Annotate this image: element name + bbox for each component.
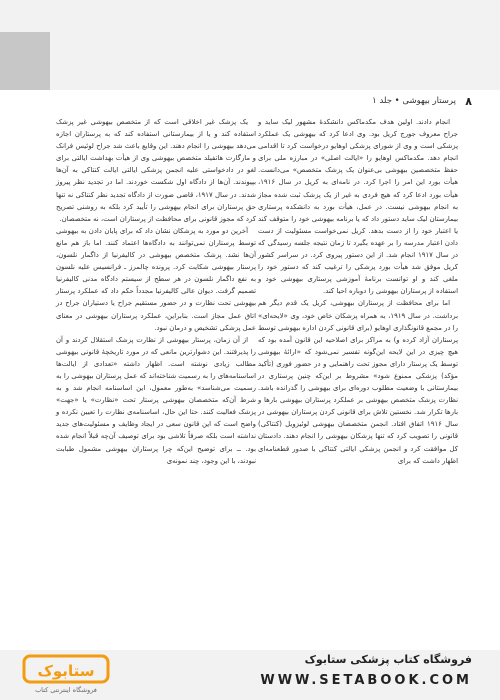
paragraph: از آن زمان، پرستار بیهوشی از نظارت پزشک استقلال کردند و آن را پذیرفتند. این دشوارترین مانعی که در مورد تاریخچهٔ قانونی بیهوشی مطالب زیادی نوشته است. اظهار داشته «تعدادی از ایالت‌ها اساسنامه‌های را به رسمیت شناخته‌اند که عمل پرستاران بیهوشی را به رسمیت می‌شناسد» به‌طور معمول، این اساسنامه انجام شد و به شرط آن‌که متخصصان بیهوشی پرستار تحت «نظارت» یا «جهت» پزشک فعالیت کنند. حتا این حال، اساسنامه‌ی نظارت را تعیین نکرده و واضح است که این قانون سعی در ایجاد وظایف و مسئولیت‌های جدید نداشته است بلکه صرفاً تلاشی بود برای توصیف آن‌چه قبلاً انجام شده بود. ــ برای توضیح این‌که چرا پرستاران بیهوشی مشمول طبابت نبودند، با این وجود، چند نمونه‌ی bbox=[56, 335, 256, 465]
paragraph: اما برای محافظت از پرستاران بیهوشی، کریل یک قدم دیگر هم برداشت. در سال ۱۹۱۹، به همراه پزشکان خاص خود، وی «لایحه‌ای» را در مجمع قانونگذاری اوهایو (برای قانونی کردن اداره بیهوشی توسط پرستاران آزاد کرده و) به مراکز برای اصلاحیه این قانون آمده بود که هیچ چیزی در این لایحه این‌گونه تفسیر نمی‌شود که «ارائهٔ بیهوشی توسط یک پرستار دارای مجوز تحت راهنمایی و در حضور فوری (تأکید مؤکد) پزشکی ممنوع شود» مشروط بر این‌که چنین پرستاری در بیمارستانی با وضعیت مطلوب دوره‌ای برای بیهوشی را گذرانده باشد. نظارت پزشک متخصص بیهوشی بر عملکرد پرستاران بیهوشی بارها و بارها تکرار شد. نخستین تلاش برای قانونی کردن پرستاران بیهوشی در سال ۱۹۱۶ اتفاق افتاد. انجمن متخصصان بیهوشی لوئیزویل (کنتاکی) قانونی را تصویب کرد که تنها پزشکان بیهوشی را انجام دهند. دادستان کل موافقت کرد و انجمن پزشکی ایالتی کنتاکی با صدور قطعنامه‌ای اظهار داشت که برای bbox=[258, 299, 459, 465]
paragraph: آخرین دو مورد به پزشکان نشان داد که برای پایان دادن به بیهوشی توسط پرستاران نمی‌توانند به دادگاه‌ها اعتماد کنند. اما باز هم مانع آن‌ها نشد. پزشک متخصص بیهوشی در کالیفرنیا از داگمار نلسون، پرستار بیهوشی شکایت کرد. پرونده چالمرز ـ فرانسیس علیه نلسون به نفع داگمار نلسون در هر سطح از سیستم دادگاه مدنی کالیفرنیا تصمیم گرفت. دیوان عالی کالیفرنیا مجدداً حکم داد که عملکرد پرستار بیهوشی تحت نظارت و در حضور مستقیم جراح یا دستیاران جراح در اتاق عمل مجاز است. بنابراین، عملکرد پرستاران بیهوشی در معنای عمل پزشکی تشخیص و درمان نبود. bbox=[56, 226, 256, 332]
text-column-right bbox=[258, 116, 458, 636]
logo-subtext: فروشگاه اینترنتی کتاب bbox=[35, 686, 97, 694]
chapter-tab bbox=[0, 32, 50, 90]
store-logo bbox=[22, 652, 110, 696]
text-column-left bbox=[56, 116, 256, 636]
logo-text: ستابوک bbox=[37, 662, 95, 680]
setabook-logo-icon bbox=[22, 652, 110, 696]
store-url[interactable]: WWW.SETABOOK.COM bbox=[260, 673, 472, 688]
paragraph: یک پزشک غیر اخلاقی است که از متخصص بیهوشی غیر پزشک استفاده کند و یا از بیمارستانی استفاده کند که به پرستاران اجازه می‌دهد بیهوشی را انجام دهند. این وقایع باعث شد جراح لوئیس فرانک و مارگارت هاتفیلد متخصص بیهوشی وی از هیأت بهداشت ایالتی برای لغو در دادخواستی علیه انجمن پزشکی ایالتی ایالت کنتاکی به آن‌ها بپیوندند. آن‌ها از دادگاه اول شکست خوردند. اما در تجدید نظر پیروز شدند. در سال ۱۹۱۷، قاضی صورت از دادگاه تجدید نظر کنتاکی نه تنها حق پرستاران برای انجام بیهوشی را تأیید کرد بلکه به روشنی تصریح کرد که مجوز قانونی برای محافظت از پرستاران است، نه متخصصان. bbox=[56, 118, 256, 223]
top-margin-band bbox=[0, 0, 500, 90]
store-name: فروشگاه کتاب پزشکی ستابوک bbox=[304, 653, 472, 666]
page-number: ۸ bbox=[465, 95, 472, 108]
paragraph: انجام دادند. اولین هدف مکدماکس دانشکدهٔ مشهور لیک ساید و جراح معروف جورج کریل بود. وی ادعا کرد که بیهوشی یک عملکرد پزشکی است و وی از شورای پزشکی اوهایو درخواست کرد تا اقدامی انجام دهد. مکدماکس اوهایو را «ایالت اصلی» در مبارزه ملی برای حفظ متخصصین بیهوشی بی‌عنوان یک پزشک متخصص» می‌دانست. هیأت بورد این امر را اجرا کرد. در نامه‌ای به کریل در سال ۱۹۱۶، هیأت بورد ادعا کرد که هیچ فردی به غیر از یک پزشک ثبت شده مجاز به انجام بیهوشی نیست. در عمل، هیأت بورد به دانشکده پرستاری بیمارستان لیک ساید دستور داد که یا برنامه بیهوشی خود را متوقف کند یا اعتبار خود را از دست بدهد. کریل نمی‌خواست مسئولیت از دست دادن اعتبار مدرسه را بر عهده بگیرد تا زمان نتیجه جلسه رسیدگی که در سال ۱۹۱۷ انجام شد. از این دستور پیروی کرد. در سراسر کشور کریل موفق شد هیأت بورد پزشکی را ترغیب کند که دستور خود را ملغی کند و او توانست برنامهٔ آموزشی پرستاری بیهوشی خود و استفاده از پرستاران بیهوشی را دوباره احیا کند. bbox=[258, 118, 458, 296]
running-header bbox=[56, 96, 472, 110]
running-title: پرستار بیهوشی • جلد ۱ bbox=[372, 96, 456, 106]
